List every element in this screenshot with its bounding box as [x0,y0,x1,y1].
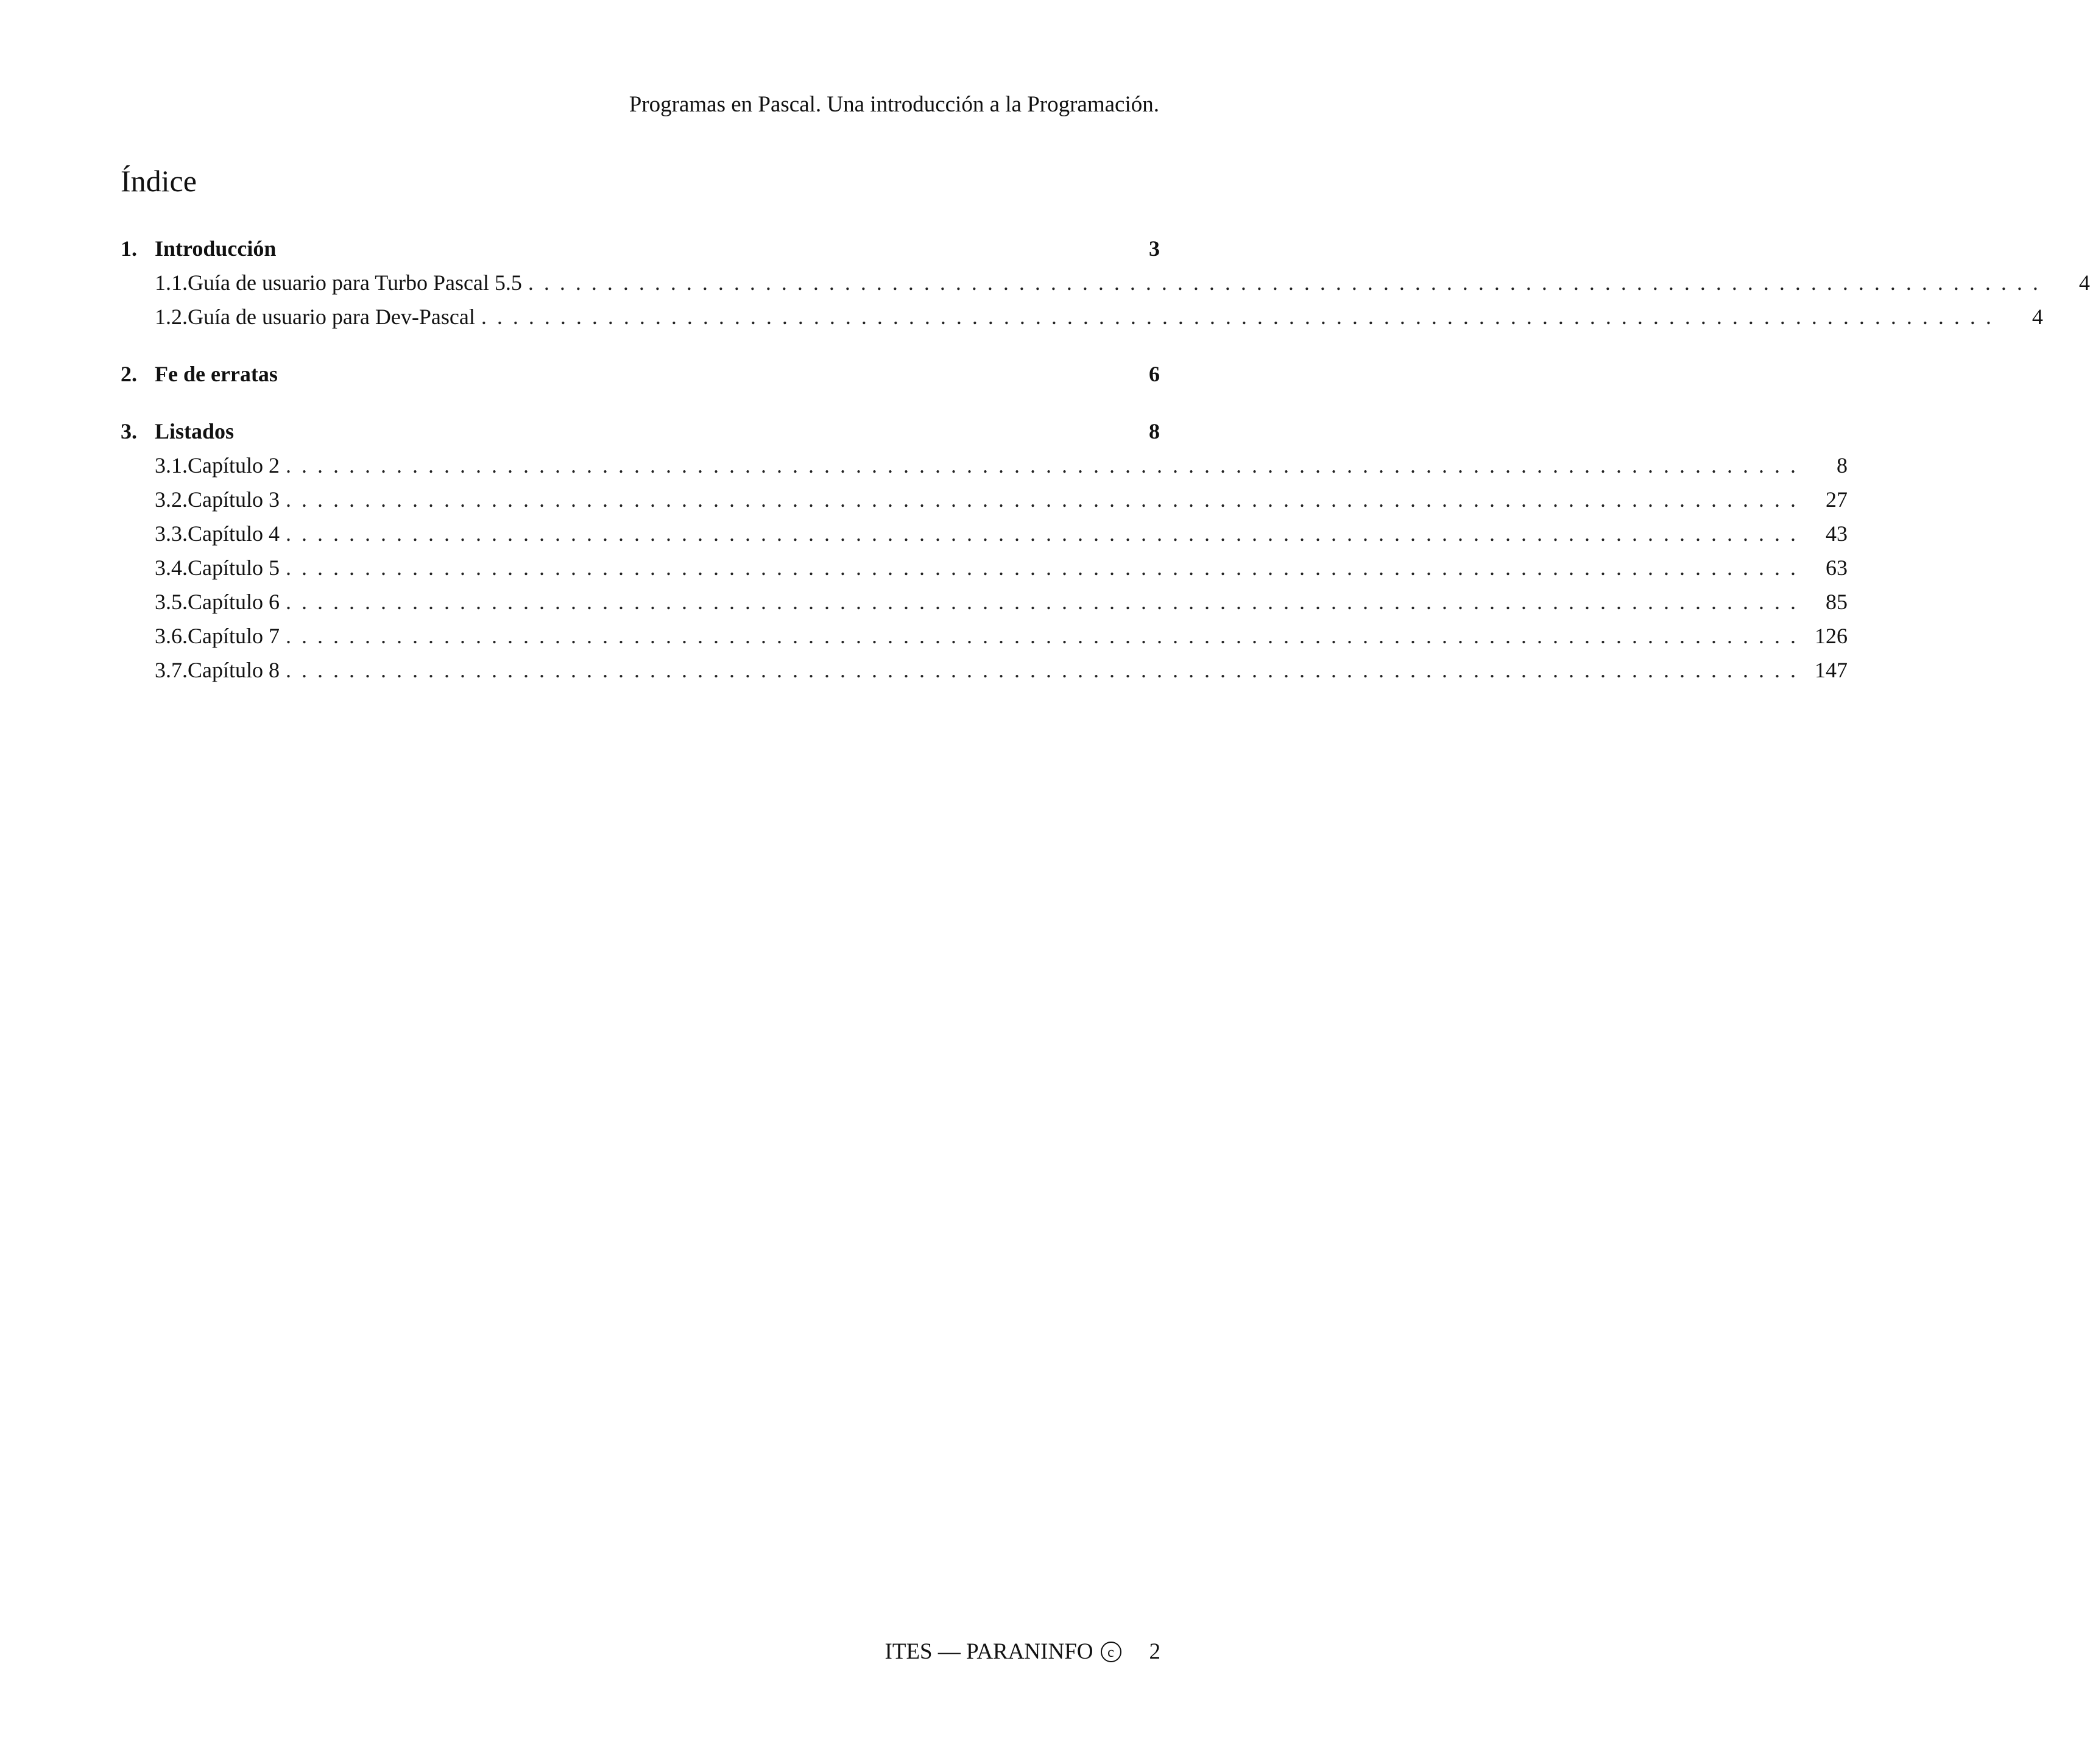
subsection-page: 8 [1837,453,1848,478]
toc-subsection[interactable] [121,551,1848,585]
dot-leader: ................................................................................................ [481,305,2002,329]
section-page: 8 [1149,419,1160,443]
subsection-title: Capítulo 4 [188,521,280,546]
page-number: 2 [1149,1639,1160,1664]
subsection-number: 3.7. [155,658,188,682]
section-spacer [121,391,1160,414]
publisher-label: ITES — PARANINFO [884,1639,1093,1664]
subsection-page: 43 [1826,521,1848,546]
subsection-number: 1.2. [155,305,188,329]
section-number: 2. [121,362,137,386]
copyright-icon: c [1101,1642,1121,1662]
subsection-number: 3.2. [155,487,188,512]
toc-subsection[interactable] [121,585,1848,619]
subsection-page: 63 [1826,556,1848,580]
section-number: 3. [121,419,137,443]
dot-leader: ................................................................................................ [528,270,2049,295]
subsection-number: 3.5. [155,590,188,614]
subsection-page: 85 [1826,590,1848,614]
section-number: 1. [121,236,137,261]
subsection-page: 126 [1815,624,1848,648]
subsection-number: 3.1. [155,453,188,478]
subsection-title: Capítulo 3 [188,487,280,512]
toc-subsection[interactable] [121,448,1848,482]
subsection-title: Guía de usuario para Turbo Pascal 5.5 [188,270,522,295]
toc-section[interactable] [121,357,1160,391]
toc-section[interactable] [121,231,1160,266]
subsection-page: 4 [2078,270,2090,295]
dot-leader: ................................................................................................ [286,658,1806,682]
subsection-page: 27 [1826,487,1848,512]
toc-subsection[interactable] [121,619,1848,653]
table-of-contents [121,231,2090,687]
section-spacer [121,334,1160,357]
subsection-number: 1.1. [155,270,188,295]
section-page: 3 [1149,236,1160,261]
subsection-title: Capítulo 5 [188,556,280,580]
toc-heading: Índice [121,164,197,198]
subsection-page: 4 [2032,305,2043,329]
subsection-title: Capítulo 8 [188,658,280,682]
toc-subsection[interactable] [121,300,2043,334]
section-page: 6 [1149,362,1160,386]
subsection-title: Guía de usuario para Dev-Pascal [188,305,475,329]
section-title: Listados [155,419,235,443]
dot-leader: ................................................................................................ [286,521,1806,546]
running-header: Programas en Pascal. Una introducción a la Programación. [629,92,1159,117]
toc-subsection[interactable] [121,266,2090,300]
toc-section[interactable] [121,414,1160,448]
subsection-number: 3.6. [155,624,188,648]
subsection-number: 3.4. [155,556,188,580]
dot-leader: ................................................................................................ [286,624,1806,648]
toc-subsection[interactable] [121,482,1848,517]
subsection-number: 3.3. [155,521,188,546]
dot-leader: ................................................................................................ [286,453,1806,478]
section-title: Introducción [155,236,277,261]
dot-leader: ................................................................................................ [286,556,1806,580]
section-title: Fe de erratas [155,362,278,386]
subsection-page: 147 [1815,658,1848,682]
subsection-title: Capítulo 2 [188,453,280,478]
toc-subsection[interactable] [121,517,1848,551]
subsection-title: Capítulo 7 [188,624,280,648]
page-footer [885,1639,1160,1665]
dot-leader: ................................................................................................ [286,487,1806,512]
subsection-title: Capítulo 6 [188,590,280,614]
dot-leader: ................................................................................................ [286,590,1806,614]
toc-subsection[interactable] [121,653,1848,687]
